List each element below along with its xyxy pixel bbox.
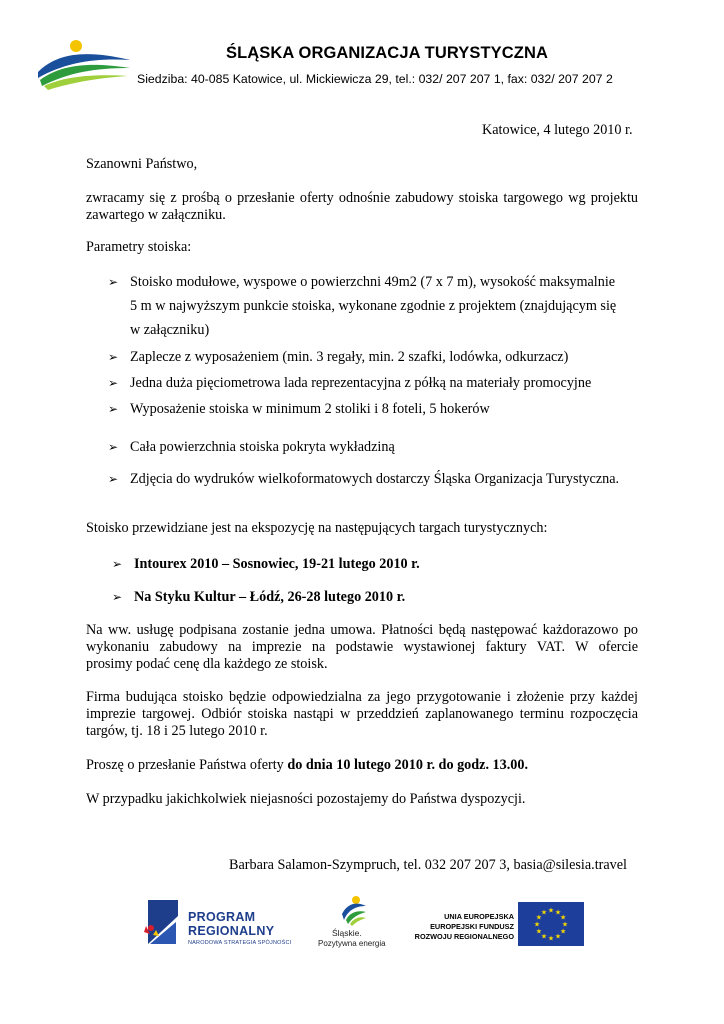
intro-paragraph: zwracamy się z prośbą o przesłanie oferty odnośnie zabudowy stoiska targowego wg projektu zawartego w załączniku. bbox=[86, 190, 638, 223]
params-title: Parametry stoiska: bbox=[86, 239, 192, 255]
eu-star-icon: ★ bbox=[559, 927, 567, 936]
eu-star-icon: ★ bbox=[559, 913, 567, 922]
arrow-bullet-icon: ➢ bbox=[108, 472, 119, 486]
salutation: Szanowni Państwo, bbox=[86, 156, 198, 172]
org-name: ŚLĄSKA ORGANIZACJA TURYSTYCZNA bbox=[226, 44, 549, 62]
eu-star-icon: ★ bbox=[554, 908, 562, 917]
firm-line: Firma budująca stoisko będzie odpowiedzialna za jego przygotowanie i złożenie przy każdej bbox=[86, 689, 638, 705]
contract-line: Na ww. usługę podpisana zostanie jedna umowa. Płatności będą następować każdorazowo po bbox=[86, 622, 638, 638]
param-line: w załączniku) bbox=[130, 322, 210, 338]
param-line: 5 m w najwyższym punkcie stoiska, wykonane zgodnie z projektem (znajdującym się bbox=[130, 298, 617, 314]
arrow-bullet-icon: ➢ bbox=[108, 402, 119, 416]
arrow-bullet-icon: ➢ bbox=[108, 440, 119, 454]
arrow-bullet-icon: ➢ bbox=[108, 275, 119, 289]
program-regionalny-logo-icon bbox=[142, 896, 182, 948]
fair-item: Intourex 2010 – Sosnowiec, 19-21 lutego 2010 r. bbox=[134, 556, 420, 572]
eu-line3: ROZWOJU REGIONALNEGO bbox=[414, 932, 514, 941]
param-line: Jedna duża pięciometrowa lada reprezentacyjna z półką na materiały promocyjne bbox=[130, 375, 592, 391]
header bbox=[0, 0, 724, 100]
org-address: Siedziba: 40-085 Katowice, ul. Mickiewicza 29, tel.: 032/ 207 207 1, fax: 032/ 207 207 2 bbox=[137, 72, 613, 86]
letter-date: Katowice, 4 lutego 2010 r. bbox=[482, 122, 633, 138]
closing-line: W przypadku jakichkolwiek niejasności pozostajemy do Państwa dyspozycji. bbox=[86, 791, 526, 807]
param-line: Zaplecze z wyposażeniem (min. 3 regały, min. 2 szafki, lodówka, odkurzacz) bbox=[130, 349, 569, 365]
eu-star-icon: ★ bbox=[540, 932, 548, 941]
fairs-intro: Stoisko przewidziane jest na ekspozycję na następujących targach turystycznych: bbox=[86, 520, 548, 536]
signature: Barbara Salamon-Szympruch, tel. 032 207 207 3, basia@silesia.travel bbox=[229, 857, 627, 873]
eu-star-icon: ★ bbox=[561, 920, 569, 929]
slaskie-line2: Pozytywna energia bbox=[318, 939, 386, 948]
slaskie-line1: Śląskie. bbox=[332, 928, 362, 938]
arrow-bullet-icon: ➢ bbox=[112, 557, 123, 571]
firm-line: targów, tj. 18 i 25 lutego 2010 r. bbox=[86, 723, 268, 739]
eu-flag-icon bbox=[518, 902, 584, 946]
eu-star-icon: ★ bbox=[535, 913, 543, 922]
program-line2: REGIONALNY bbox=[188, 924, 275, 938]
eu-star-icon: ★ bbox=[547, 934, 555, 943]
arrow-bullet-icon: ➢ bbox=[108, 376, 119, 390]
arrow-bullet-icon: ➢ bbox=[108, 350, 119, 364]
program-line1: PROGRAM bbox=[188, 910, 256, 924]
param-line: Stoisko modułowe, wyspowe o powierzchni 49m2 (7 x 7 m), wysokość maksymalnie bbox=[130, 274, 616, 290]
eu-star-icon: ★ bbox=[547, 906, 555, 915]
param-line: Wyposażenie stoiska w minimum 2 stoliki i 8 foteli, 5 hokerów bbox=[130, 401, 490, 417]
footer-logos bbox=[0, 890, 724, 960]
program-line3: NARODOWA STRATEGIA SPÓJNOŚCI bbox=[188, 940, 292, 946]
eu-star-icon: ★ bbox=[540, 908, 548, 917]
deadline-prefix: Proszę o przesłanie Państwa oferty bbox=[86, 757, 288, 773]
contract-line: wykonaniu zabudowy na imprezie na podstawie wystawionej faktury VAT. W ofercie bbox=[86, 639, 638, 655]
arrow-bullet-icon: ➢ bbox=[112, 590, 123, 604]
slaskie-logo-icon bbox=[338, 894, 368, 926]
eu-star-icon: ★ bbox=[533, 920, 541, 929]
firm-line: imprezie targowej. Odbiór stoiska nastąpi w przeddzień zaplanowanego terminu rozpoczęcia bbox=[86, 706, 638, 722]
eu-star-icon: ★ bbox=[535, 927, 543, 936]
fair-item: Na Styku Kultur – Łódź, 26-28 lutego 2010 r. bbox=[134, 589, 406, 605]
sot-logo-icon bbox=[36, 38, 132, 90]
deadline-date: do dnia 10 lutego 2010 r. do godz. 13.00. bbox=[287, 757, 529, 773]
eu-star-icon: ★ bbox=[554, 932, 562, 941]
param-line: Zdjęcia do wydruków wielkoformatowych dostarczy Śląska Organizacja Turystyczna. bbox=[130, 471, 620, 487]
contract-line: prosimy podać cenę dla każdego ze stoisk. bbox=[86, 656, 328, 672]
deadline-line bbox=[86, 757, 528, 774]
param-line: Cała powierzchnia stoiska pokryta wykładziną bbox=[130, 439, 395, 455]
eu-line1: UNIA EUROPEJSKA bbox=[444, 912, 514, 921]
eu-line2: EUROPEJSKI FUNDUSZ bbox=[430, 922, 514, 931]
